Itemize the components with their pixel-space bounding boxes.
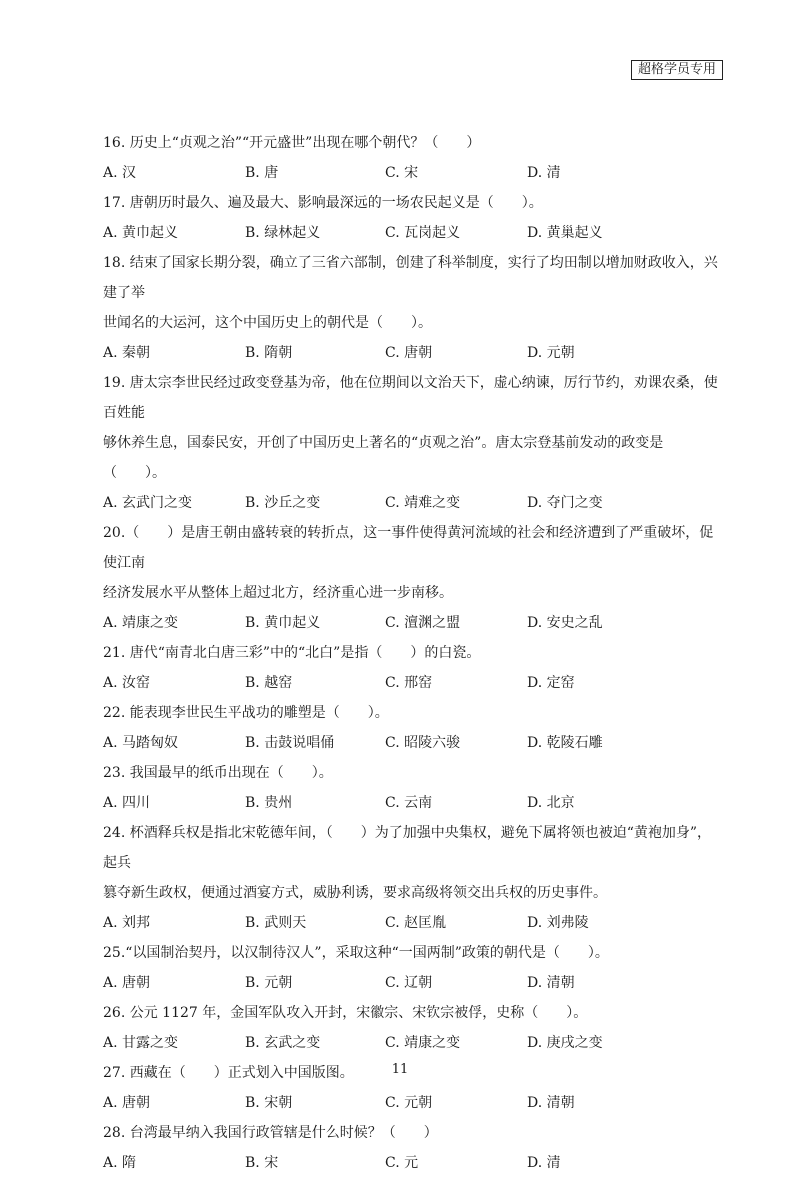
- option-d: D. 安史之乱: [527, 615, 603, 631]
- option-c: C. 澶渊之盟: [385, 615, 461, 631]
- option-c: C. 昭陵六骏: [385, 735, 461, 751]
- options-row: [103, 788, 721, 818]
- option-d: D. 乾陵石雕: [527, 735, 603, 751]
- option-b: B. 黄巾起义: [245, 615, 321, 631]
- options-row: [103, 488, 721, 518]
- option-b: B. 绿林起义: [245, 225, 321, 241]
- option-c: C. 元朝: [385, 1095, 433, 1111]
- question-stem: 19. 唐太宗李世民经过政变登基为帝，他在位期间以文治天下，虚心纳谏，厉行节约，劝课农桑，使百姓能: [103, 375, 718, 421]
- option-d: D. 夺门之变: [527, 495, 603, 511]
- options-row: [103, 908, 721, 938]
- question-list: [103, 128, 721, 1178]
- option-c: C. 元: [385, 1155, 419, 1171]
- option-b: B. 击鼓说唱俑: [245, 735, 335, 751]
- question-21: [103, 638, 721, 698]
- question-stem-cont: 世闻名的大运河，这个中国历史上的朝代是（ ）。: [103, 315, 432, 331]
- option-b: B. 沙丘之变: [245, 495, 321, 511]
- question-26: [103, 998, 721, 1058]
- options-row: [103, 608, 721, 638]
- option-b: B. 元朝: [245, 975, 293, 991]
- option-d: D. 北京: [527, 795, 575, 811]
- question-stem-cont: 经济发展水平从整体上超过北方，经济重心进一步南移。: [103, 585, 453, 601]
- option-d: D. 庚戌之变: [527, 1035, 603, 1051]
- question-25: [103, 938, 721, 998]
- option-b: B. 玄武之变: [245, 1035, 321, 1051]
- option-b: B. 贵州: [245, 795, 293, 811]
- option-d: D. 定窑: [527, 675, 575, 691]
- option-a: A. 甘露之变: [103, 1035, 179, 1051]
- question-17: [103, 188, 721, 248]
- option-c: C. 宋: [385, 165, 419, 181]
- options-row: [103, 218, 721, 248]
- question-24: [103, 818, 721, 938]
- question-stem: 18. 结束了国家长期分裂，确立了三省六部制，创建了科举制度，实行了均田制以增加财政收入，兴建了举: [103, 255, 718, 301]
- option-c: C. 邢窑: [385, 675, 433, 691]
- option-d: D. 刘弗陵: [527, 915, 589, 931]
- option-c: C. 云南: [385, 795, 433, 811]
- option-a: A. 玄武门之变: [103, 495, 193, 511]
- option-c: C. 唐朝: [385, 345, 433, 361]
- question-stem-cont: 篡夺新生政权，便通过酒宴方式，威胁利诱，要求高级将领交出兵权的历史事件。: [103, 885, 607, 901]
- option-c: C. 靖难之变: [385, 495, 461, 511]
- option-b: B. 宋: [245, 1155, 279, 1171]
- options-row: [103, 1088, 721, 1118]
- option-b: B. 宋朝: [245, 1095, 293, 1111]
- question-22: [103, 698, 721, 758]
- option-a: A. 汝窑: [103, 675, 151, 691]
- question-stem: 25.“以国制治契丹，以汉制待汉人”，采取这种“一国两制”政策的朝代是（ ）。: [103, 945, 609, 961]
- option-d: D. 黄巢起义: [527, 225, 603, 241]
- option-a: A. 刘邦: [103, 915, 151, 931]
- options-row: [103, 1148, 721, 1178]
- option-a: A. 汉: [103, 165, 137, 181]
- options-row: [103, 968, 721, 998]
- option-b: B. 隋朝: [245, 345, 293, 361]
- question-23: [103, 758, 721, 818]
- option-a: A. 四川: [103, 795, 151, 811]
- question-stem: 20.（ ）是唐王朝由盛转衰的转折点，这一事件使得黄河流域的社会和经济遭到了严重破坏，促使江南: [103, 525, 714, 571]
- question-stem: 21. 唐代“南青北白唐三彩”中的“北白”是指（ ）的白瓷。: [103, 645, 481, 661]
- question-stem: 22. 能表现李世民生平战功的雕塑是（ ）。: [103, 705, 389, 721]
- options-row: [103, 728, 721, 758]
- option-a: A. 靖康之变: [103, 615, 179, 631]
- option-a: A. 唐朝: [103, 1095, 151, 1111]
- option-d: D. 清朝: [527, 1095, 575, 1111]
- question-28: [103, 1118, 721, 1178]
- option-a: A. 隋: [103, 1155, 137, 1171]
- question-stem: 16. 历史上“贞观之治”“开元盛世”出现在哪个朝代？（ ）: [103, 135, 481, 151]
- option-d: D. 清朝: [527, 975, 575, 991]
- option-b: B. 武则天: [245, 915, 307, 931]
- option-c: C. 瓦岗起义: [385, 225, 461, 241]
- restricted-badge: 超格学员专用: [631, 60, 723, 80]
- options-row: [103, 668, 721, 698]
- question-stem: 23. 我国最早的纸币出现在（ ）。: [103, 765, 333, 781]
- option-c: C. 辽朝: [385, 975, 433, 991]
- question-20: [103, 518, 721, 638]
- option-d: D. 清: [527, 165, 561, 181]
- option-a: A. 马踏匈奴: [103, 735, 179, 751]
- options-row: [103, 1028, 721, 1058]
- option-d: D. 清: [527, 1155, 561, 1171]
- question-stem-cont: 够休养生息，国泰民安，开创了中国历史上著名的“贞观之治”。唐太宗登基前发动的政变是（ ）。: [103, 435, 664, 481]
- option-b: B. 越窑: [245, 675, 293, 691]
- options-row: [103, 338, 721, 368]
- question-stem: 27. 西藏在（ ）正式划入中国版图。: [103, 1065, 354, 1081]
- options-row: [103, 158, 721, 188]
- question-18: [103, 248, 721, 368]
- option-a: A. 秦朝: [103, 345, 151, 361]
- option-c: C. 赵匡胤: [385, 915, 447, 931]
- option-a: A. 唐朝: [103, 975, 151, 991]
- option-a: A. 黄巾起义: [103, 225, 179, 241]
- question-stem: 24. 杯酒释兵权是指北宋乾德年间，（ ）为了加强中央集权，避免下属将领也被迫“黄袍加身”，起兵: [103, 825, 712, 871]
- option-d: D. 元朝: [527, 345, 575, 361]
- option-c: C. 靖康之变: [385, 1035, 461, 1051]
- question-stem: 26. 公元 1127 年，金国军队攻入开封，宋徽宗、宋钦宗被俘，史称（ ）。: [103, 1005, 588, 1021]
- option-b: B. 唐: [245, 165, 279, 181]
- question-stem: 28. 台湾最早纳入我国行政管辖是什么时候？（ ）: [103, 1125, 438, 1141]
- question-16: [103, 128, 721, 188]
- question-stem: 17. 唐朝历时最久、遍及最大、影响最深远的一场农民起义是（ ）。: [103, 195, 543, 211]
- page-number: 11: [391, 1062, 409, 1077]
- question-19: [103, 368, 721, 518]
